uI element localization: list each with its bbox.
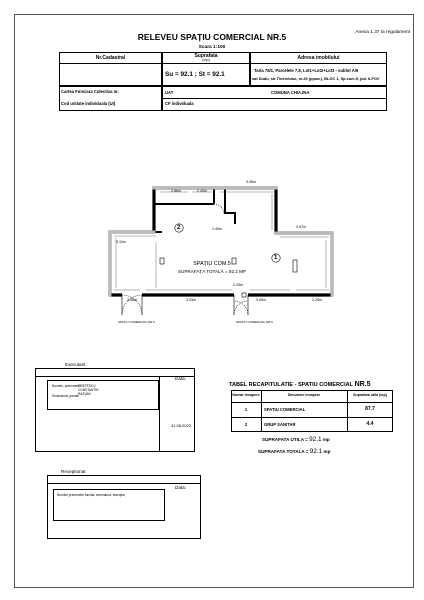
recap-su: SUPRAFATA UTILA = 92.1 mp <box>262 436 330 443</box>
dim-inner-1: 1.45m <box>212 227 222 231</box>
recap-row-2-area: 4.4 <box>366 421 374 427</box>
suprafata-label: Suprafata <box>194 53 218 59</box>
scale-label: Scara 1:100 <box>198 45 226 50</box>
floor-plan <box>100 170 340 330</box>
receptionat-date-label: Data: <box>175 485 186 490</box>
recap-title: TABEL RECAPITULATIE - SPATIU COMERCIAL NR.5 <box>229 381 371 388</box>
executant-date-label: Data: <box>175 376 186 381</box>
cf-label: CF individuala <box>165 101 194 106</box>
room-2-number: 2 <box>177 225 181 231</box>
entry-label-1: SPAȚIU COMERCIAL NR.5 <box>118 320 155 324</box>
address-line-2: sat Dudu, str.Tineretului, nr.20 (pров.), BLOC 1, Sp.com.5, jud. ILFOV <box>252 76 380 81</box>
executant-date: 31.08.2022 <box>171 423 192 428</box>
room-1-number: 1 <box>274 255 278 261</box>
executant-label: Executant <box>65 362 86 367</box>
uat-label: UAT <box>165 90 174 95</box>
recap-row-2-nr: 2 <box>244 422 248 427</box>
recap-col-name: Denumire incapere <box>287 393 321 397</box>
dim-top-1: 2.86m <box>171 189 181 193</box>
header-table <box>59 52 387 111</box>
executant-name: CRETESCU CONSTANTIN RAZVAN <box>78 384 99 396</box>
room-area: SUPRAFAȚA TOTALĂ = 92.1 MP <box>177 269 247 274</box>
recap-col-area: Suprafata utila (mp) <box>353 393 387 397</box>
recap-row-1-name: SPATIU COMERCIAL <box>264 407 306 412</box>
receptionat-label: Receptionat <box>61 469 86 474</box>
uat-value: COMUNA CHIAJNA <box>271 90 310 95</box>
recap-st: SUPRAFATA TOTALA = 92.1 mp <box>258 448 331 455</box>
adresa-label: Adresa imobilului <box>297 55 340 61</box>
recap-col-nr: Numar incapere <box>232 393 260 397</box>
receptionat-info <box>53 489 165 521</box>
entry-label-2: SPAȚIU COMERCIAL NR.5 <box>236 320 273 324</box>
room-label: SPAȚIU COM.5 <box>193 261 231 267</box>
address-line-1: Tarla 76/1, Parcelele 7,8, Lot1+Lot2+Lot3 - sublot A/5 <box>254 68 359 73</box>
suprafata-unit: (mp) <box>202 58 210 62</box>
executant-name-label: Numele, prenumele: <box>52 384 81 388</box>
executant-info <box>47 380 159 410</box>
dim-bottom-1: 2.98m <box>127 298 137 302</box>
dim-bottom-3: 3.00m <box>256 298 266 302</box>
su-st-values: Su = 92.1 ; St = 92.1 <box>165 71 225 78</box>
dim-inner-2: 0.25m <box>233 283 243 287</box>
dim-left-top: 5.10m <box>116 240 126 244</box>
executant-box <box>35 362 195 452</box>
annex-label: Anexa 1.37 la regulament <box>355 30 410 35</box>
dim-bottom-2: 3.03m <box>186 298 196 302</box>
dim-top-2: 2.45m <box>197 189 207 193</box>
recap-row-2-name: GRUP SANITAR <box>264 422 296 427</box>
dim-right-top: 3.97m <box>296 225 306 229</box>
cod-ui-label: Cod unitate individuala (UI) <box>61 101 116 106</box>
dim-bottom-4: 2.25m <box>312 298 322 302</box>
page-title: RELEVEU SPAȚIU COMERCIAL NR.5 <box>137 32 287 42</box>
receptionat-box <box>47 469 201 539</box>
recap-row-1-area: 87.7 <box>365 406 375 412</box>
dim-top-3: 3.45m <box>246 180 256 184</box>
carte-funciara-label: Cartea Funciara Colectiva nr. <box>61 89 119 94</box>
receptionat-name-label: Numele,prenumele,functia, semnatura, stampila <box>57 493 125 497</box>
nr-cadastral-label: Nr.Cadastral <box>95 55 126 61</box>
executant-sign-label: Semnatura, parafa: <box>52 394 80 398</box>
recap-row-1-nr: 1 <box>244 407 248 412</box>
recap-table <box>231 390 393 432</box>
